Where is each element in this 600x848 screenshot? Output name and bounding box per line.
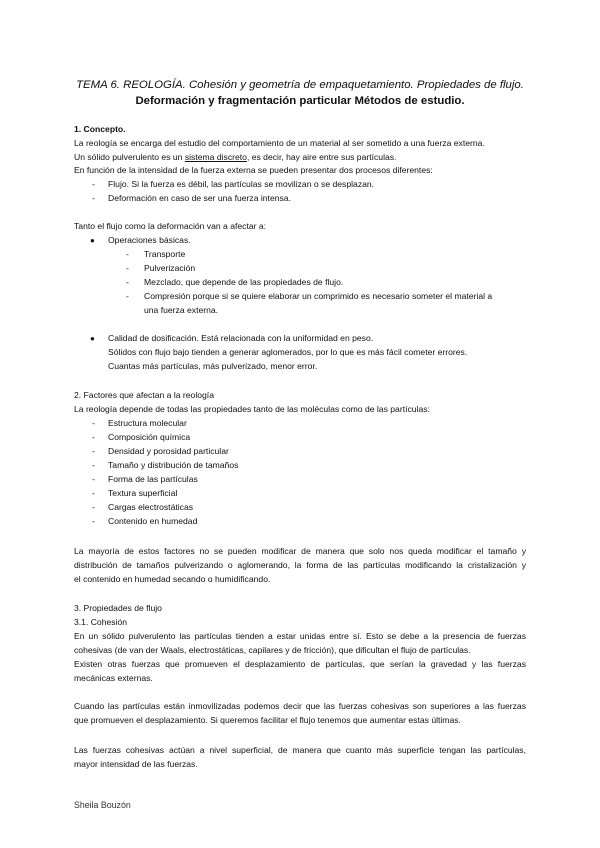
footer-author: Sheila Bouzón <box>74 800 131 810</box>
dash-marker: - <box>92 432 95 442</box>
list-item: Calidad de dosificación. Está relacionada con la uniformidad en peso. <box>108 333 374 343</box>
document-title <box>60 77 540 109</box>
list-item: Composición química <box>108 432 191 442</box>
paragraph: La reología se encarga del estudio del comportamiento de un material al ser sometido a una fuerza externa. <box>74 138 485 148</box>
paragraph-line: Existen otras fuerzas que promueven el desplazamiento de partículas, que serían la gravedad y las fuerzas <box>74 659 526 669</box>
list-item-continuation: una fuerza externa. <box>144 305 219 315</box>
dash-marker: - <box>126 249 129 259</box>
dash-marker: - <box>92 460 95 470</box>
list-item: Transporte <box>144 249 186 259</box>
section-2-heading: 2. Factores que afectan a la reología <box>74 390 214 400</box>
paragraph-line: cohesivas (de van der Waals, electrostáticas, capilares y de fricción), que dificultan el flujo de partículas. <box>74 645 471 655</box>
list-item: Mezclado, que depende de las propiedades de flujo. <box>144 277 344 287</box>
paragraph: La reología depende de todas las propiedades tanto de las moléculas como de las partículas: <box>74 404 430 414</box>
paragraph-line: mecánicas externas. <box>74 673 153 683</box>
bullet-marker: ● <box>90 236 95 245</box>
list-item-continuation: Sólidos con flujo bajo tienden a generar aglomerados, por lo que es más fácil cometer errores. <box>108 347 468 357</box>
dash-marker: - <box>92 474 95 484</box>
section-1-heading: 1. Concepto. <box>74 124 126 134</box>
list-item: Flujo. Si la fuerza es débil, las partículas se movilizan o se desplazan. <box>108 179 375 189</box>
paragraph-line: distribución de tamaños pulverizando o aglomerando, la forma de las partículas modificando la cristalización y <box>74 560 526 570</box>
dash-marker: - <box>126 291 129 301</box>
dash-marker: - <box>92 179 95 189</box>
paragraph: Un sólido pulverulento es un sistema discreto, es decir, hay aire entre sus partículas. <box>74 152 397 162</box>
list-item: Densidad y porosidad particular <box>108 446 229 456</box>
list-item: Textura superficial <box>108 488 178 498</box>
dash-marker: - <box>126 277 129 287</box>
list-item: Deformación en caso de ser una fuerza intensa. <box>108 193 291 203</box>
bullet-marker: ● <box>90 334 95 343</box>
paragraph-line: La mayoría de estos factores no se pueden modificar de manera que solo nos queda modificar el tamaño y <box>74 546 526 556</box>
paragraph-line: mayor intensidad de las fuerzas. <box>74 759 198 769</box>
title-line-2: Deformación y fragmentación particular Métodos de estudio. <box>135 95 465 107</box>
title-line-1: TEMA 6. REOLOGÍA. Cohesión y geometría de empaquetamiento. Propiedades de flujo. <box>76 79 524 91</box>
list-item-continuation: Cuantas más partículas, más pulverizado, menor error. <box>108 361 318 371</box>
section-3-heading: 3. Propiedades de flujo <box>74 603 162 613</box>
list-item: Compresión porque si se quiere elaborar un comprimido es necesario someter el material a <box>144 291 493 301</box>
subsection-heading: 3.1. Cohesión <box>74 617 128 627</box>
list-item: Tamaño y distribución de tamaños <box>108 460 239 470</box>
paragraph-line: Las fuerzas cohesivas actúan a nivel superficial, de manera que cuanto más superficie tengan las partículas, <box>74 745 526 755</box>
dash-marker: - <box>92 488 95 498</box>
paragraph-line: que promueven el desplazamiento. Si queremos facilitar el flujo tenemos que aumentar estas últimas. <box>74 715 461 725</box>
paragraph-line: el contenido en humedad secando o humidificando. <box>74 574 271 584</box>
underlined-term: sistema discreto <box>184 152 247 162</box>
list-item: Operaciones básicas. <box>108 235 191 245</box>
dash-marker: - <box>92 516 95 526</box>
paragraph: Tanto el flujo como la deformación van a afectar a: <box>74 221 267 231</box>
list-item: Contenido en humedad <box>108 516 198 526</box>
dash-marker: - <box>92 193 95 203</box>
list-item: Cargas electrostáticas <box>108 502 194 512</box>
list-item: Pulverización <box>144 263 196 273</box>
paragraph: En función de la intensidad de la fuerza externa se pueden presentar dos procesos diferentes: <box>74 165 433 175</box>
dash-marker: - <box>126 263 129 273</box>
dash-marker: - <box>92 502 95 512</box>
dash-marker: - <box>92 418 95 428</box>
paragraph-line: En un sólido pulverulento las partículas tienden a estar unidas entre sí. Esto se debe a la presencia de fuerzas <box>74 631 526 641</box>
paragraph-line: Cuando las partículas están inmovilizadas podemos decir que las fuerzas cohesivas son superiores a las fuerzas <box>74 701 526 711</box>
list-item: Forma de las partículas <box>108 474 198 484</box>
list-item: Estructura molecular <box>108 418 187 428</box>
dash-marker: - <box>92 446 95 456</box>
